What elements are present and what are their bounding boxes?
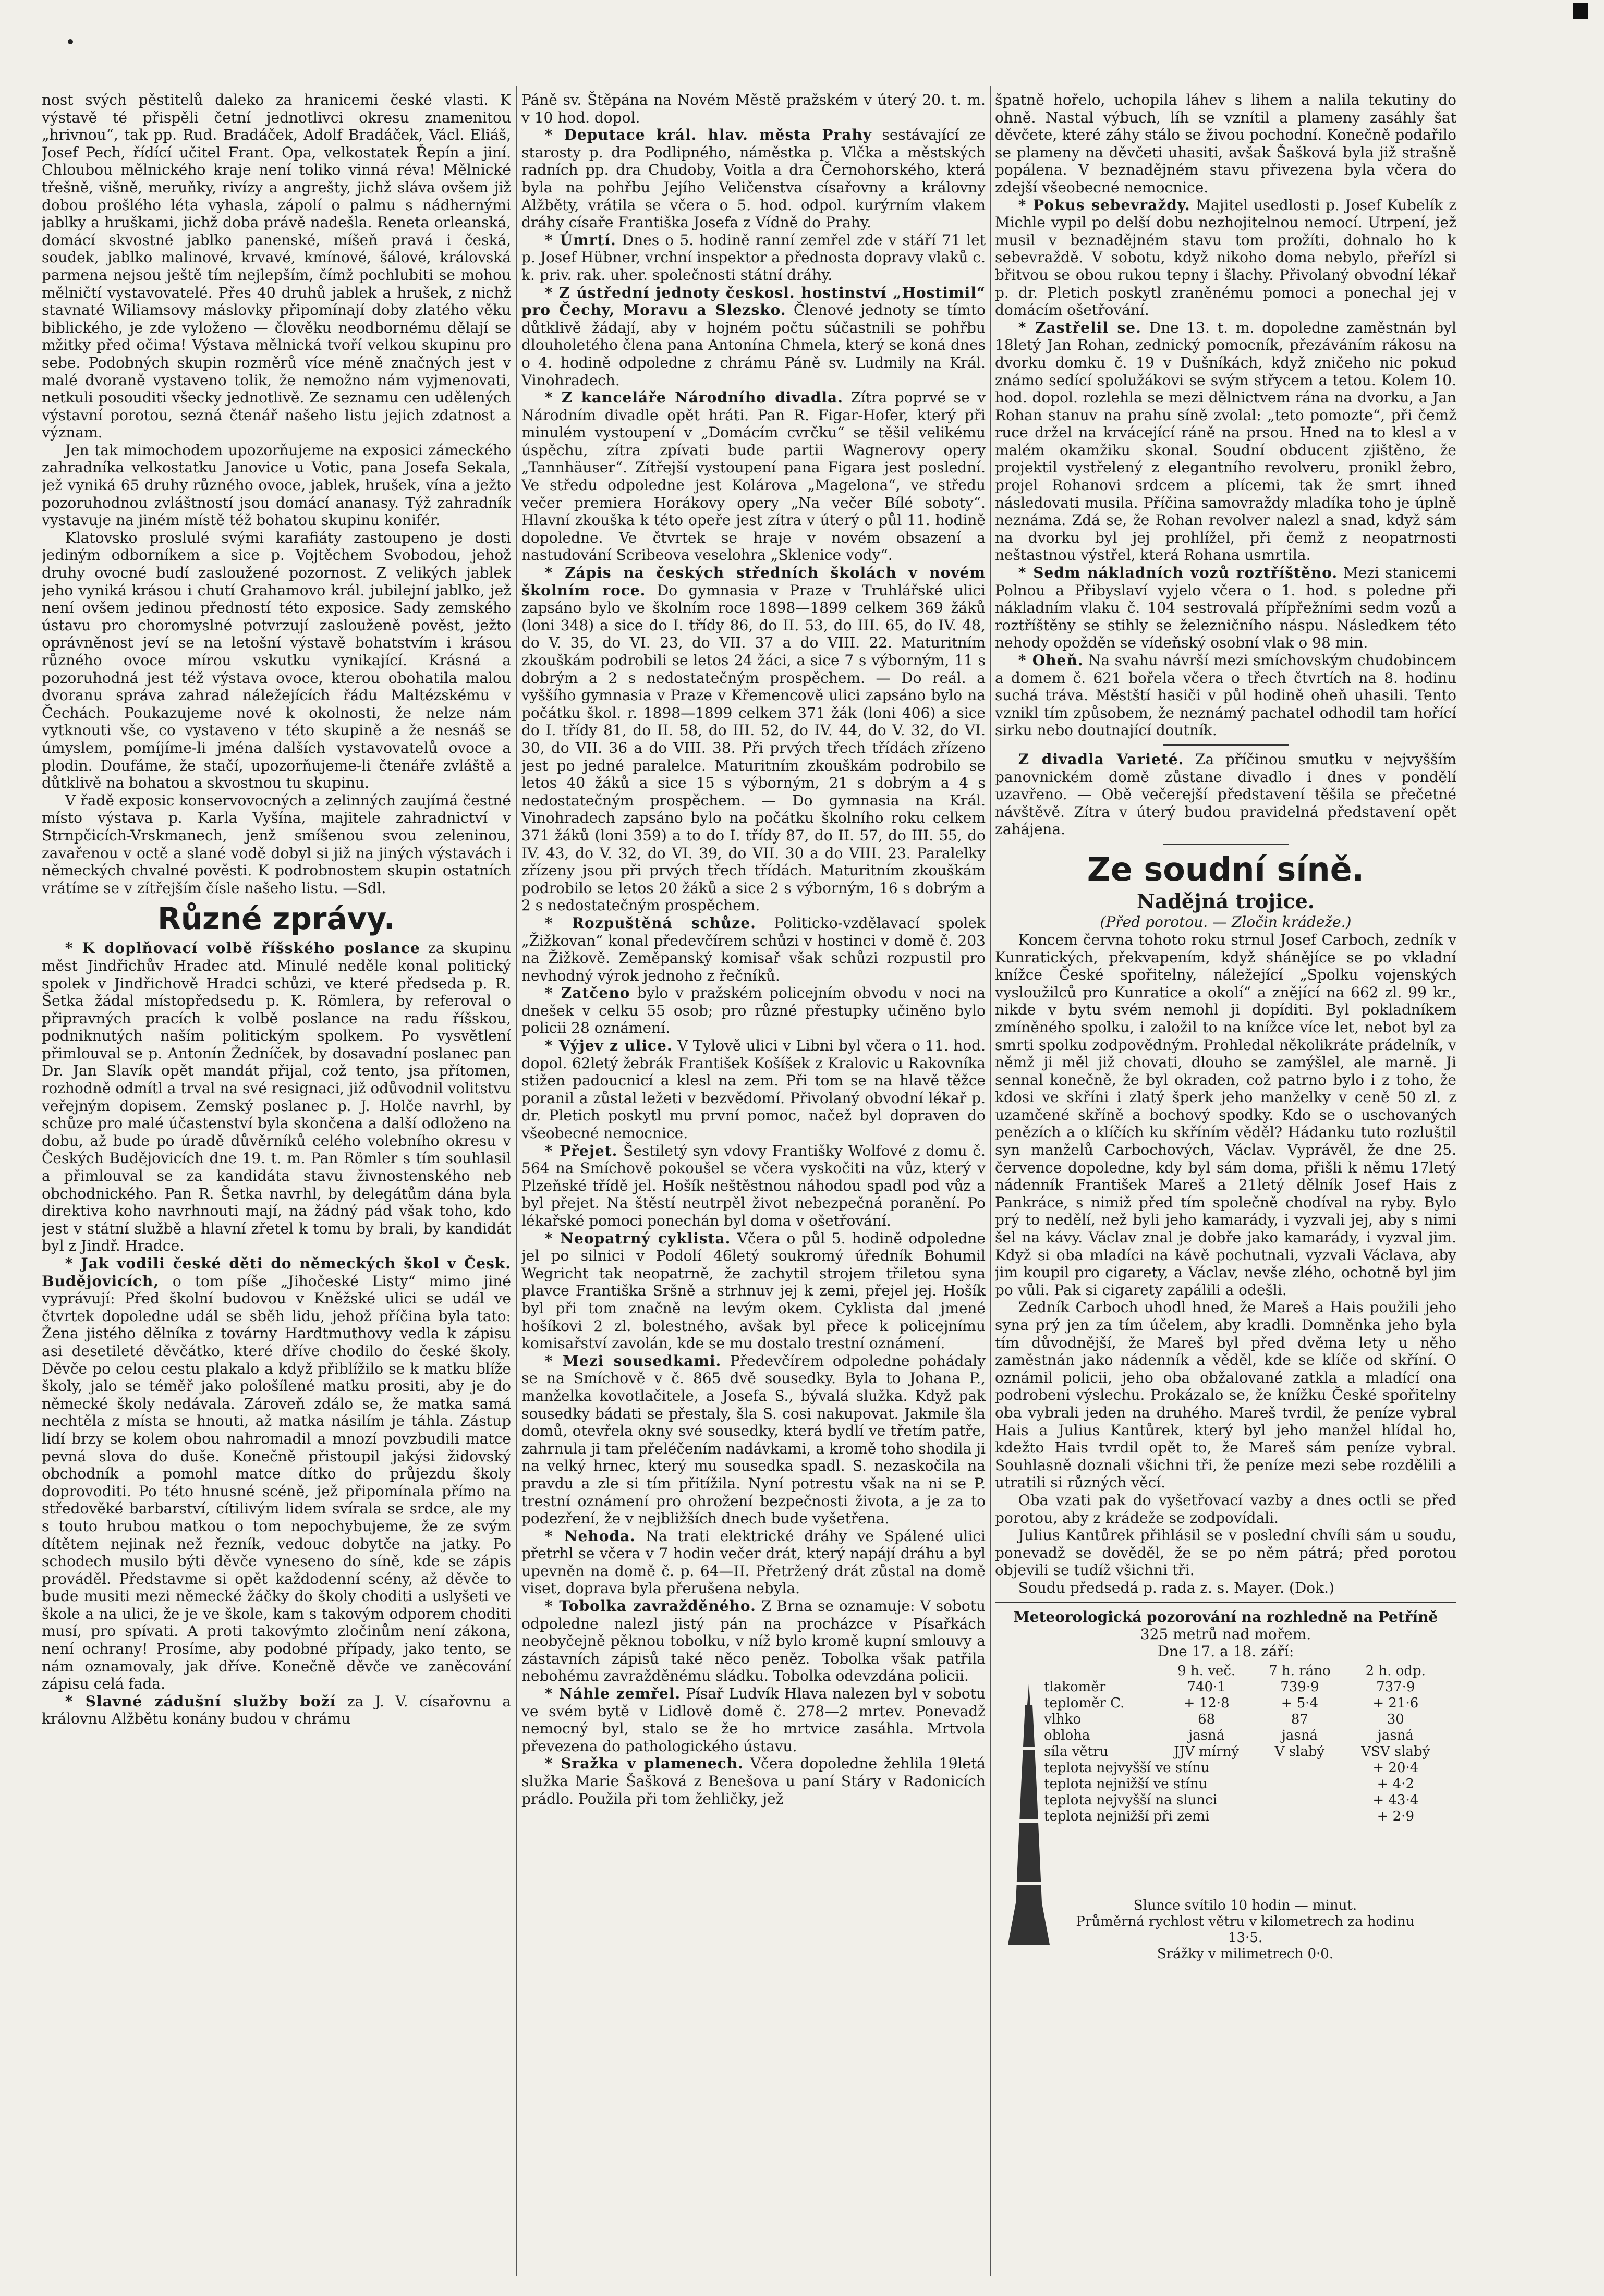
news-text: za J. V. císařovnu a královnu Alžbětu konány budou v chrámu (42, 1692, 511, 1728)
weather-table (1042, 1663, 1446, 1825)
news-text: Předevčírem odpoledne pohádaly se na Smíchově v č. 865 dvě sousedky. Byla to Johana P., manželka kovotlačitele, a Josefa S., bývalá služka. Když pak sousedky bádati se přestaly, šla S. cosi nakupovat. Jakmile šla domů, otevřela okny své sousedky, která bydlí ve třetím patře, zahrnula ji tam přeléčením nadávkami, a kromě toho shodila ji na velký hrnec, který mu sousedka spadl. S. nezaskočila na pravdu a zle si tím přitížila. Nyní potrestu však na ni se P. trestní oznámení pro ohrožení bezpečnosti života, a je za to podezření, že v nejbližších dnech bude vyšetřena. (521, 1352, 986, 1528)
weather-subtitle: 325 metrů nad mořem. (1140, 1625, 1311, 1643)
news-text: Do gymnasia v Praze v Truhlářské ulici zapsáno bylo ve školním roce 1898—1899 celkem 369 žáků (loni 348) a sice do I. třídy 86, do II. 53, do III. 65, do IV. 48, do V. 35, do VI. 23, do VII. 37 a do VIII. 22. Maturitním zkouškám podrobili se letos 24 žáci, a sice 7 s výborným, 11 s dobrým a 2 s nedostatečným prospěchem. — Do reál. a vyššího gymnasia v Praze v Křemencově ulici zapsáno bylo na počátku škol. r. 1898—1899 celkem 371 žák (loni 406) a sice do I. třídy 81, do II. 58, do III. 52, do IV. 44, do V. 32, do VI. 30, do VII. 36 a do VIII. 38. Při prvých třech třídách zřízeno jest po jedné paralelce. Maturitním zkouškám podrobilo se letos 40 žáků a sice 15 s výborným, 21 s dobrým a 4 s nedostatečným prospěchem. — Do gymnasia na Král. Vinohradech zapsáno bylo na počátku školního roku celkem 371 žáků (loni 359) a to do I. třídy 87, do II. 57, do III. 55, do IV. 43, do V. 32, do VI. 39, do VII. 30 a do VIII. 23. Paralelky zřízeny jsou při prvých třech třídách. Maturitním zkouškám podrobilo se letos 20 žáků a sice 2 s výborným, 16 s dobrým a 2 s nedostatečným prospěchem. (521, 581, 986, 914)
weather-value: JJV mírný (1174, 1743, 1239, 1760)
news-headline: * Výjev z ulice. (544, 1037, 673, 1055)
weather-col-header: 2 h. odp. (1365, 1663, 1426, 1679)
weather-value: 87 (1291, 1711, 1308, 1727)
weather-row-label: obloha (1044, 1727, 1090, 1743)
news-headline: * Úmrtí. (544, 231, 616, 249)
news-headline: * Z kanceláře Národního divadla. (544, 389, 843, 407)
news-text: Na trati elektrické dráhy ve Spálené ulici přetrhl se včera v 7 hodin večer drát, který napájí dráhu a byl upevněn na domě č. p. 64—II. Přetržený drát zůstal na domě viset, doprava byla přerušena nebyla. (521, 1527, 986, 1597)
column-rule (516, 86, 517, 2276)
news-text: Mezi stanicemi Polnou a Přibyslaví vyjelo včera o 1. hod. s poledne při nákladním vlaku č. 104 sestrovalá přípřežními sedm vozů a roztříštěny se stihly se železničního náspu. Následkem této nehody opožděn se vídeňský osobní vlak o 98 min. (995, 564, 1456, 652)
article-text: Klatovsko proslulé svými karafiáty zastoupeno je dosti jediným odborníkem a sice p. Vojtěchem Svobodou, jehož druhy ovocné budí zasloužené pozornost. Z velikých jablek jeho vyniká krásou i chutí Grahamovo král. jubilejní jablko, jež není ovšem jedinou předností této exposice. Sady zemského ústavu pro choromyslné potvrzují zaslouženě pověst, ježto oprávněnost jeví se na letošní výstavě bohatstvím i krásou různého ovoce mírou vskutku vynikající. Krásná a pozoruhodná jest též výstava ovoce, kterou obohatila malou dvoranu správa zahrad náležejících řádu Maltézskému v Čechách. Poukazujeme nové k okolnosti, že nelze nám vytknouti vše, co vystaveno v této skupině a že nesnáš se úmyslem, pomíjíme-li jména dalších vystavovatelů ovoce a plodin. Doufáme, že stačí, upozorňujeme-li čtenáře zvláště a důtklivě na bohatou a skvostnou tu skupinu. (42, 529, 511, 792)
court-text: Koncem června tohoto roku strnul Josef Carboch, zedník v Kunratických, překvapením, když shánějíce se po vkladní knížce České spořitelny, náležející „Spolku vojenských vysloužilců pro Kunratice a okolí“ a znějící na 662 zl. 99 kr., nikde v bytu svém nemohl ji dopíditi. Byl pokladníkem zmíněného spolku, i založil to na knížce více let, nebot byl za smrti spolku zodpovědným. Prohledal několikráte prádelník, v němž ji měl již chovati, dlouho se zamýšlel, ale marně. Ji sennal konečně, že byl okraden, což patrno bylo i z toho, že kdosi ve skříni i zlatý šperk jeho manželky v ceně 50 zl. z uzamčené skříně a bochový spodky. Kdo se o uschovaných penězích a o klíčích ku skříním věděl? Hádanku tuto rozluštil syn manželů Carbochových, Václav. Vyprávěl, že dne 25. července dopoledne, kdy byl sám doma, přišli k němu 17letý nádenník František Mareš a 21letý dělník Josef Hais z Pankráce, s nimiž před tím společně chodíval na ryby. Bylo prý to nedělí, než byli jeho kamarády, i vyzvali jej, aby s nimi šel na kávy. Václav znal je dobře jako kamarády, i vyzval jim. Když si oba mladíci na kávě pochutnali, vyzvali Václava, aby jim koupil pro cigarety, a Václav, nevše zlého, ochotně byl jim po vůli. Pak si cigarety zapálili a odešli. (995, 931, 1456, 1299)
weather-value: 30 (1387, 1711, 1404, 1727)
weather-extra-row (1042, 1809, 1446, 1825)
corner-mark (1573, 3, 1588, 19)
weather-row-label: tlakoměr (1044, 1679, 1106, 1695)
weather-value: VSV slabý (1361, 1743, 1430, 1760)
news-headline: * Sedm nákladních vozů roztříštěno. (1018, 564, 1338, 582)
weather-col-header: 7 h. ráno (1269, 1663, 1331, 1679)
weather-extra-label: teplota nejnižší ve stínu (1044, 1776, 1208, 1792)
news-headline: Z divadla Varieté. (1018, 750, 1184, 768)
weather-value: jasná (1281, 1727, 1318, 1743)
weather-row (1042, 1744, 1446, 1760)
weather-date: Dne 17. a 18. září: (1157, 1642, 1294, 1660)
weather-row (1042, 1679, 1446, 1695)
weather-row-label: teploměr C. (1044, 1695, 1125, 1711)
news-headline: * Mezi sousedkami. (544, 1352, 722, 1370)
news-headline: * Tobolka zavražděného. (544, 1597, 756, 1615)
weather-row-label: síla větru (1044, 1743, 1109, 1760)
weather-header-row (1042, 1663, 1446, 1679)
court-case-subtitle: (Před porotou. — Zločin krádeže.) (1100, 913, 1352, 931)
weather-value: 740·1 (1187, 1679, 1226, 1695)
court-text: Zedník Carboch uhodl hned, že Mareš a Hais použili jeho syna prý jen za tím účelem, aby kradli. Domněnka jeho byla tím důvodnější, že Mareš byl před dvěma lety u něho zaměstnán jako nádenník a věděl, kde se klíče od skříní. O oznámil policii, jeho oba obžalované zatkla a mladící ona podrobeni výslechu. Prokázalo se, že knížku České spořitelny oba vybrali jeden na druhého. Mareš tvrdil, že peníze vybral Hais a Julius Kantůrek, který byl jeho manžel hlídal ho, kdežto Hais tvrdil opět to, že Mareš sám peníze vybral. Souhlasně doznali všichni tři, že peníze mezi sebe rozdělili a utratili si různých věcí. (995, 1299, 1456, 1492)
weather-value: 739·9 (1280, 1679, 1319, 1695)
weather-value: 68 (1198, 1711, 1216, 1727)
news-text: Šestiletý syn vdovy Františky Wolfové z domu č. 564 na Smíchově pokoušel se včera vyskočiti na vůz, který v Plzeňské třídě jel. Hošík neštěstnou náhodou spadl pod vůz a byl přejet. Na štěstí neutrpěl život nebezpečná poranění. Po lékařské pomoci ponechán byl doma v ošetřování. (521, 1142, 986, 1229)
news-text: špatně hořelo, uchopila láhev s lihem a nalila tekutiny do ohně. Nastal výbuch, líh se vznítil a plameny zasáhly šat děvčete, které záhy stálo se živou pochodní. Konečně podařilo se plameny na děvčeti uhasiti, avšak Šašková byla již strašně popálena. V beznadějném stavu přivezena byla včera do zdejší všeobecné nemocnice. (995, 91, 1456, 196)
court-text: Oba vzati pak do vyšetřovací vazby a dnes octli se před porotou, aby z krádeže se zodpovídali. (995, 1491, 1456, 1526)
weather-extra-value: + 20·4 (1372, 1760, 1419, 1776)
weather-value: jasná (1188, 1727, 1225, 1743)
article-text: V řadě exposic konservovocných a zelinných zaujímá čestné místo výstava p. Karla Vyšína, majitele zahradnictví v Strnpčicích-Vrskmanech, jenž smíšenou svou zeleninou, zavařenou v octě a slané vodě dobyl si již na jiných výstavách i německých chvalné pověsti. K podrobnostem skupin ostatních vrátíme se v zítřejším čísle našeho listu. —Sdl. (42, 791, 511, 897)
news-headline: * Pokus sebevraždy. (1018, 196, 1190, 214)
weather-extra-value: + 2·9 (1377, 1808, 1415, 1824)
weather-value: V slabý (1274, 1743, 1325, 1760)
weather-value: 737·9 (1376, 1679, 1415, 1695)
news-headline: * Slavné zádušní služby boží (65, 1692, 336, 1710)
news-text: Včera o půl 5. hodině odpoledne jel po silnici v Podolí 46letý soukromý úředník Bohumil Wegricht tak neopatrně, že zachytil strojem třiletou syna plavce Františka Sršně a strhnuv jej k zemi, přejel jej. Hošík byl při tom značně na levým okem. Cyklista dal jmené hošíkovi 2 zl. bolestného, avšak byl přece k policejnímu komisařství zavolán, kde se mu dostalo trestní oznámení. (521, 1229, 986, 1352)
news-text: Písař Ludvík Hlava nalezen byl v sobotu ve svém bytě v Lidlově domě č. 278—2 mrtev. Ponevadž nemocný byl, stalo se že ho mrtvice zasáhla. Mrtvola převezena do pathologického ústavu. (521, 1685, 986, 1755)
weather-value: + 5·4 (1281, 1695, 1319, 1711)
column-3 (995, 91, 1456, 2273)
sunshine-note: Slunce svítilo 10 hodin — minut. (1133, 1897, 1357, 1913)
weather-extra-row (1042, 1776, 1446, 1792)
weather-extra-value: + 43·4 (1372, 1792, 1419, 1808)
weather-row-label: vlhko (1044, 1711, 1082, 1727)
news-headline: * Deputace král. hlav. města Prahy (544, 126, 872, 144)
divider (1163, 744, 1289, 746)
weather-extra-row (1042, 1792, 1446, 1809)
news-headline: * Zastřelil se. (1018, 319, 1141, 336)
weather-block (995, 1663, 1456, 1962)
news-headline: * Zápis na českých středních školách v novém školním roce. (521, 564, 986, 599)
rain-note: Srážky v milimetrech 0·0. (1157, 1946, 1334, 1962)
news-headline: * Neopatrný cyklista. (544, 1229, 731, 1247)
news-text: sestávající ze starosty p. dra Podlipného, náměstka p. Vlčka a městských radních pp. dra Chudoby, Voitla a dra Černohorského, která byla na pohřbu Jejího Veličenstva císařovny a královny Alžběty, vrátila se včera o 5. hod. odpol. kurýrním vlakem dráhy císaře Františka Josefa z Vídně do Prahy. (521, 126, 986, 231)
news-text: Členové jednoty se tímto důtklivě žádají, aby v hojném počtu súčastnili se pohřbu dlouholetého člena pana Antonína Chmela, který se koná dnes o 4. hodině odpoledne z chrámu Páně sv. Ludmily na Král. Vinohradech. (521, 301, 986, 389)
court-text: Soudu předsedá p. rada z. s. Mayer. (Dok.) (1018, 1579, 1334, 1596)
news-text: Za příčinou smutku v nejvyšším panovnickém domě zůstane divadlo i dnes v pondělí uzavřeno. — Obě večerejší představení těšila se přečetné návštěvě. Zítra v úterý budou pravidelná představení opět zahájena. (995, 750, 1456, 838)
column-rule (990, 86, 991, 2276)
weather-notes (1063, 1898, 1428, 1962)
news-headline: * Sražka v plamenech. (544, 1755, 744, 1773)
news-headline: * Rozpuštěná schůze. (544, 914, 756, 932)
news-headline: * Nehoda. (544, 1527, 636, 1545)
court-text: Julius Kantůrek přihlásil se v poslední chvíli sám u soudu, ponevadž se dověděl, že se po něm pátrá; před porotou objevili se tudíž všichni tři. (995, 1526, 1456, 1579)
column-2 (521, 91, 986, 2273)
article-text: Jen tak mimochodem upozorňujeme na exposici zámeckého zahradníka velkostatku Janovice u Votic, pana Josefa Sekala, jež vyniká 65 druhy různého ovoce, jablek, hrušek, vína a ježto pozoruhodnou zvláštností jsou domácí ananasy. Týž zahradník vystavuje na jiném místě též bohatou skupinu konifér. (42, 441, 511, 529)
weather-value: + 12·8 (1183, 1695, 1230, 1711)
news-headline: * Z ústřední jednoty českosl. hostinství „Hostimil“ pro Čechy, Moravu a Slezsko. (521, 284, 986, 319)
news-text: Včera dopoledne žehlila 19letá služka Marie Šašková z Benešova u paní Stáry v Radonicích prádlo. Použila při tom žehličky, jež (521, 1755, 986, 1808)
news-text: Na svahu návrší mezi smíchovským chudobincem a domem č. 621 bořela včera o třech čtvrtích na 8. hodinu suchá tráva. Městští hasiči v půl hodině oheň uhasili. Tento vznikl tím způsobem, že neznámý pachatel odhodil tam hořící sirku nebo doutnající doutník. (995, 652, 1456, 739)
wind-note: Průměrná rychlost větru v kilometrech za hodinu 13·5. (1076, 1913, 1415, 1946)
weather-extra-label: teplota nejnižší při zemi (1044, 1808, 1210, 1824)
news-text: Politicko-vzdělavací spolek „Žižkovan“ konal předevčírem schůzi v hostinci v domě č. 203 na Žižkově. Zeměpanský komisař však schůzi rozpustil pro nevhodný výrok jednoho z řečníků. (521, 914, 986, 984)
section-title: Různé zprávy. (157, 901, 395, 937)
news-text: V Tylově ulici v Libni byl včera o 11. hod. dopol. 62letý žebrák František Košíšek z Kralovic u Rakovníka stižen padoucnicí a klesl na zem. Při tom se na hlavě těžce poranil a zůstal ležeti v bezvědomí. Přivolaný obvodní lékař p. dr. Pletich poskytl mu první pomoc, načež byl dopraven do všeobecné nemocnice. (521, 1037, 986, 1142)
weather-value: + 21·6 (1372, 1695, 1419, 1711)
court-case-title: Nadějná trojice. (1137, 889, 1315, 913)
weather-row (1042, 1728, 1446, 1744)
weather-extra-label: teplota nejvyšší ve stínu (1044, 1760, 1210, 1776)
weather-extra-label: teplota nejvyšší na slunci (1044, 1792, 1218, 1808)
news-text: za skupinu měst Jindřichův Hradec atd. Minulé neděle konal politický spolek v Jindřichově Hradci schůzi, ve které předseda p. R. Šetka žádal místopředsedu p. K. Römlera, by referoval o připravných pracích k volbě poslance na radu říšskou, podniknutých naším politickým spolkem. Po vysvětlení přimlouval se p. Antonín Žedníček, by dosavadní poslanec pan Dr. Jan Slavík opět mandát přijal, což tento, jsa přítomen, rozhodně odmítl a trval na své resignaci, již odůvodnil volitstvu veřejným dopisem. Zemský poslanec p. J. Holče navrhl, by schůze pro malé účastenství byla skončena a další odloženo na dobu, až bude po úradě důvěrníků celého volebního okresu v Českých Budějovicích dne 19. t. m. Pan Römler s tím souhlasil a přimlouval se za kandidáta stavu živnostenského neb obchodnického. Pan R. Šetka navrhl, by delegátům dána byla direktiva koho navrhnouti mají, na žádný pád však toho, kdo jest v státní službě a hlavní zřetel k tomu by brali, by kandidát byl z Jindř. Hradce. (42, 939, 511, 1255)
news-headline: * Náhle zemřel. (544, 1685, 681, 1703)
news-text: Dne 13. t. m. dopoledne zaměstnán byl 18letý Jan Rohan, zednický pomocník, přezáváním rákosu na dvorku domku č. 19 v Dušníkách, když zničeho nic pokud známo sedící spolužákovi se svým střycem a tetou. Kolem 10. hod. dopol. rozlehla se mezi dělnictvem rána na dvorku, a Jan Rohan stanuv na prahu síně zvolal: „teto pomozte“, při čemž ruce držel na krvácející ráně na prsou. Hned na to klesl a v malém okamžiku skonal. Soudní obducent zjištěno, že projektil vystřelený z elegantního revolveru, pronikl žebro, projel Rohanovi srdcem a plícemi, tak že smrt ihned následovati musila. Příčina samovraždy mladíka toho je úplně neznáma. Zdá se, že Rohan revolver nalezl a snad, když sám na dvorku byl jej prohlížel, při čemž z neopatrnosti neštastnou výstřel, která Rohana usmrtila. (995, 319, 1456, 564)
news-text: o tom píše „Jihočeské Listy“ mimo jiné vyprávují: Před školní budovou v Kněžské ulici se udál ve čtvrtek dopoledne udál se sběh lidu, jehož příčina byla tato: Žena jistého dělníka z továrny Hardtmuthovy vedla k zápisu asi desetileté děvčátko, které dříve chodilo do české školy. Děvče po celou cestu plakalo a když přiblížilo se k matku blíže školy, jalo se téměř jako pološílené matku prositi, aby je do německé školy nedávala. Zároveň zdálo se, že matka samá nechtěla z místa se hnouti, až matka násilím je táhla. Zástup lidí brzy se kolem obou nahromadil a mnozí povzbudili matce pevná slova do duše. Konečně přistoupil jakýsi židovský obchodník a pomohl matce dítko do průjezdu školy doprovoditi. Po této hnusné scéně, jež připomínala přímo na středověké barbarství, cítilivým lidem svírala se srdce, ale my s touto hrubou matkou o tom nepochybujeme, že ze svým dítětem nejinak než řezník, vedouc dobytče na jatky. Po schodech musilo býti děvče vyneseno do síně, kde se zápis prováděl. Představme si opět každodenní scény, až děvče to bude musiti mezi německé žáčky do školy choditi a uslyšeti ve škole a na ulici, že je ve škole, kam s takovým odporem choditi musí, pro spívati. A proti takovýmto zločinům není zákona, není ochrany! Prosíme, aby podobné případy, jako tento, se nám oznamovaly, jak dříve. Konečně děvče ve zaněcování zápisu celá fada. (42, 1272, 511, 1693)
news-text: bylo v pražském policejním obvodu v noci na dnešek v celku 55 osob; pro různé přestupky učiněno bylo policii 28 oznámení. (521, 984, 986, 1037)
news-headline: * Přejet. (544, 1142, 618, 1159)
news-text: Majitel usedlosti p. Josef Kubelík z Michle vypil po delší dobu nezhojitelnou nemocí. Utrpení, jež musil v beznadějném stavu tom prožíti, dohnalo ho k sebevraždě. V sobotu, když nikoho doma nebylo, přeřízl si břitvou se obou rukou tepny i šlachy. Přivolaný obvodní lékař p. dr. Pletich poskytl zraněnému pomoci a ponechal jej v domácím ošetřování. (995, 196, 1456, 319)
divider (995, 1602, 1456, 1603)
news-text: Z Brna se oznamuje: V sobotu odpoledne nalezl jistý pán na procházce v Písařkách neobyčejně pěknou tobolku, v níž bylo kromě kupní smlouvy a zástavních zápisů také něco peněz. Tobolka však patřila nebohému zavražděnému sládku. Tobolka odevzdána policii. (521, 1597, 986, 1685)
news-text: Zítra poprvé se v Národním divadle opět hráti. Pan R. Figar-Hofer, který při minulém vystoupení v „Domácím cvrčku“ se těšil velikému úspěchu, zítra zpívati bude partii Wagnerovy opery „Tannhäuser“. Zítřejší vystoupení pana Figara jest poslední. Ve středu odpoledne jest Kolárova „Magelona“, ve středu večer premiera Horákovy opery „Na večer Bílé soboty“. Hlavní zkouška k této opeře jest zítra v úterý o půl 11. hodině dopoledne. Ve čtvrtek se hraje v novém obsazení a nastudování Scribeova veselohra „Sklenice vody“. (521, 389, 986, 564)
weather-row (1042, 1695, 1446, 1712)
news-headline: * K doplňovací volbě říšského poslance (65, 939, 420, 957)
news-text: Páně sv. Štěpána na Novém Městě pražském v úterý 20. t. m. v 10 hod. dopol. (521, 91, 986, 126)
news-headline: * Zatčeno (544, 984, 630, 1002)
divider (1163, 844, 1289, 845)
weather-col-header: 9 h. več. (1177, 1663, 1236, 1679)
weather-extra-row (1042, 1760, 1446, 1776)
column-1 (42, 91, 511, 2273)
weather-row (1042, 1712, 1446, 1728)
article-text: nost svých pěstitelů daleko za hranicemi české vlasti. K výstavě té přispěli četní jednotlivci okresu znamenitou „hrivnou“, tak pp. Rud. Bradáček, Adolf Bradáček, Václ. Eliáš, Josef Pech, řídící učitel Frant. Opa, velkostatek Řepín a jiní. Chloubou mělnického kraje není toliko vinná réva! Mělnické třešně, višně, meruňky, rivízy a angrešty, jichž sláva ovšem již dobou prošlého léta vyhasla, zápolí o palmu s nádhernými jablky a hruškami, jichž doba právě nadešla. Reneta orleanská, domácí skvostné jablko panenské, míšeň pravá i česká, soudek, jablko malinové, krvavé, kmínové, šálové, královská parmena nejsou ještě tím nejlepším, čímž pochlubiti se mohou mělničtí vystavovatelé. Přes 40 druhů jablek a hrušek, z nichž stavnaté Wiliamsovy máslovky připomínají doby zlatého věku biblického, je zde vyloženo — člověku neodbornému dělají se mžitky před očima! Výstava mělnická tvoří velkou skupinu pro sebe. Podobných skupin rozměrů více méně značných jest v malé dvoraně vystaveno tolik, že nemožno nám vyjmenovati, netkuli posouditi všecky jednotlivě. Ze seznamu cen udělených výstavní porotou, sezná čtenář našeho listu jejich zdatnost a význam. (42, 91, 511, 442)
news-headline: * Jak vodili české děti do německých škol v Česk. Budějovicích, (42, 1255, 511, 1290)
weather-title: Meteorologická pozorování na rozhledně na Petříně (1013, 1608, 1438, 1626)
weather-extra-value: + 4·2 (1377, 1776, 1415, 1792)
news-text: Dnes o 5. hodině ranní zemřel zde v stáří 71 let p. Josef Hübner, vrchní inspektor a přednosta dopravy vlaků c. k. priv. rak. uher. společnosti státní dráhy. (521, 231, 986, 284)
ink-dot (68, 39, 73, 44)
court-section-title: Ze soudní síně. (1087, 850, 1365, 888)
weather-value: jasná (1377, 1727, 1414, 1743)
news-headline: * Oheň. (1018, 652, 1084, 669)
